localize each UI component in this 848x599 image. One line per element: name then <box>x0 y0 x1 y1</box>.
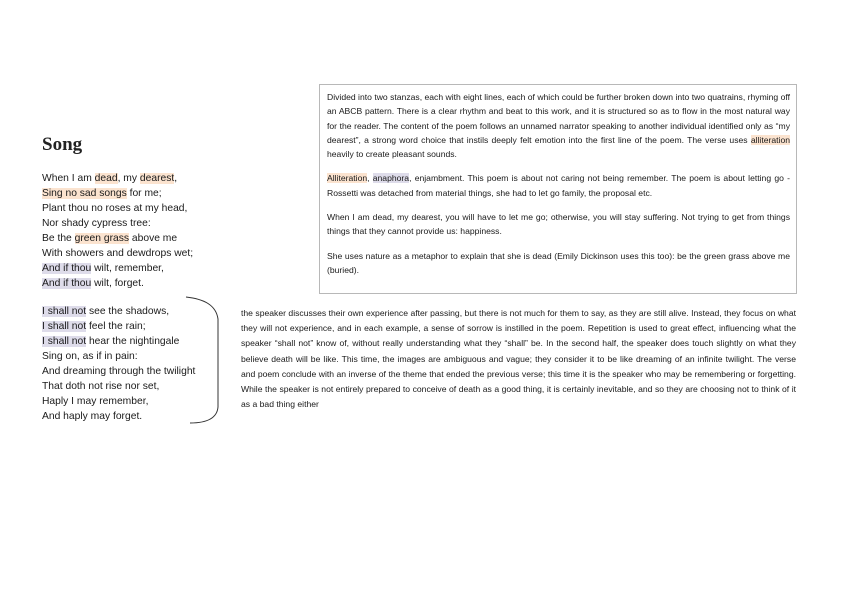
poem-text: Haply I may remember, <box>42 396 149 407</box>
poem-text: With showers and dewdrops wet; <box>42 248 194 259</box>
poem-line <box>42 231 193 246</box>
note-text: When I am dead, my dearest, you will have to let me go; otherwise, you will stay suffering. Not trying to get from things things that they cannot provide us: happiness. <box>327 212 790 237</box>
poem-text: wilt, remember, <box>91 263 164 274</box>
highlight-purple: I shall not <box>42 306 87 317</box>
highlight-purple: And if thou <box>42 278 92 289</box>
note-text: , <box>367 173 373 184</box>
analysis-notes-box <box>319 84 797 294</box>
highlight-orange: Alliteration <box>327 173 368 184</box>
poem-text: hear the nightingale <box>86 336 180 347</box>
poem-text: That doth not rise nor set, <box>42 381 160 392</box>
poem-text: Nor shady cypress tree: <box>42 218 151 229</box>
poem-line <box>42 319 195 334</box>
poem-text: , my <box>117 173 140 184</box>
poem-line <box>42 216 193 231</box>
poem-stanza-2 <box>42 304 195 424</box>
note-paragraph <box>327 90 790 161</box>
poem-line <box>42 261 193 276</box>
poem-text: Plant thou no roses at my head, <box>42 203 188 214</box>
poem-text: And haply may forget. <box>42 411 143 422</box>
poem-line <box>42 379 195 394</box>
poem-line <box>42 349 195 364</box>
poem-text: for me; <box>126 188 162 199</box>
poem-text: wilt, forget. <box>91 278 144 289</box>
stanza-2-commentary: the speaker discusses their own experience after passing, but there is not much for them to say, as they are still alive. Instead, they focus on what they will not experience, and in each example, a sense of sorrow is instilled in the poem. Repetition is used to great effect, influencing what the speaker “shall not” know of, without really understanding what they “shall” be. In the second half, the speaker does touch slightly on what they believe death will be like. This time, the images are ambiguous and vague; they consider it to be like dreaming of an infinite twilight. The verse and poem conclude with an inverse of the theme that ended the previous verse; this time it is the speaker who may be remembering or forgetting. While the speaker is not entirely prepared to conceive of death as a good thing, it is certainly inevitable, and so they are choosing not to think of it as a bad thing either <box>241 308 796 410</box>
poem-text: When I am <box>42 173 95 184</box>
highlight-orange: dearest <box>139 173 175 184</box>
note-paragraph <box>327 249 790 278</box>
poem-text: Sing on, as if in pain: <box>42 351 138 362</box>
poem-line <box>42 364 195 379</box>
note-text: Divided into two stanzas, each with eight lines, each of which could be further broken down into two quatrains, rhyming off an ABCB pattern. There is a clear rhythm and beat to this work, and it is structured so as to flow in the most natural way for the reader. The content of the poem follows an unnamed narrator speaking to another individual identified only as “my dearest”, a strong word choice that instils deeply felt emotion into the first line of the poem. The verse uses <box>327 92 790 145</box>
poem-title: Song <box>42 134 83 155</box>
poem-line <box>42 186 193 201</box>
note-text: heavily to create pleasant sounds. <box>327 149 457 160</box>
poem-line <box>42 334 195 349</box>
highlight-orange: Sing no sad songs <box>42 188 127 199</box>
stanza-bracket <box>184 295 230 427</box>
highlight-orange: alliteration <box>750 134 790 145</box>
highlight-purple: And if thou <box>42 263 92 274</box>
note-text: , enjambment. This poem is about not caring not being remember. The poem is about letting go - Rossetti was detached from material things, she had to let go family, the proposal etc. <box>327 173 790 198</box>
highlight-orange: dead <box>94 173 118 184</box>
highlight-orange: green grass <box>74 233 130 244</box>
highlight-purple: anaphora <box>372 173 410 184</box>
poem-text: And dreaming through the twilight <box>42 366 196 377</box>
poem-line <box>42 409 195 424</box>
poem-text: above me <box>129 233 178 244</box>
poem-line <box>42 171 193 186</box>
poem-line <box>42 394 195 409</box>
poem-line <box>42 246 193 261</box>
poem-text: , <box>174 173 178 184</box>
poem-stanza-1 <box>42 171 193 291</box>
note-paragraph <box>327 210 790 239</box>
note-text: She uses nature as a metaphor to explain that she is dead (Emily Dickinson uses this too): be the green grass above me (buried). <box>327 250 790 275</box>
poem-text: feel the rain; <box>86 321 146 332</box>
poem-line <box>42 276 193 291</box>
note-paragraph <box>327 171 790 200</box>
poem-line <box>42 304 195 319</box>
poem-line <box>42 201 193 216</box>
highlight-purple: I shall not <box>42 336 87 347</box>
highlight-purple: I shall not <box>42 321 87 332</box>
poem-text: Be the <box>42 233 75 244</box>
poem-text: see the shadows, <box>86 306 170 317</box>
